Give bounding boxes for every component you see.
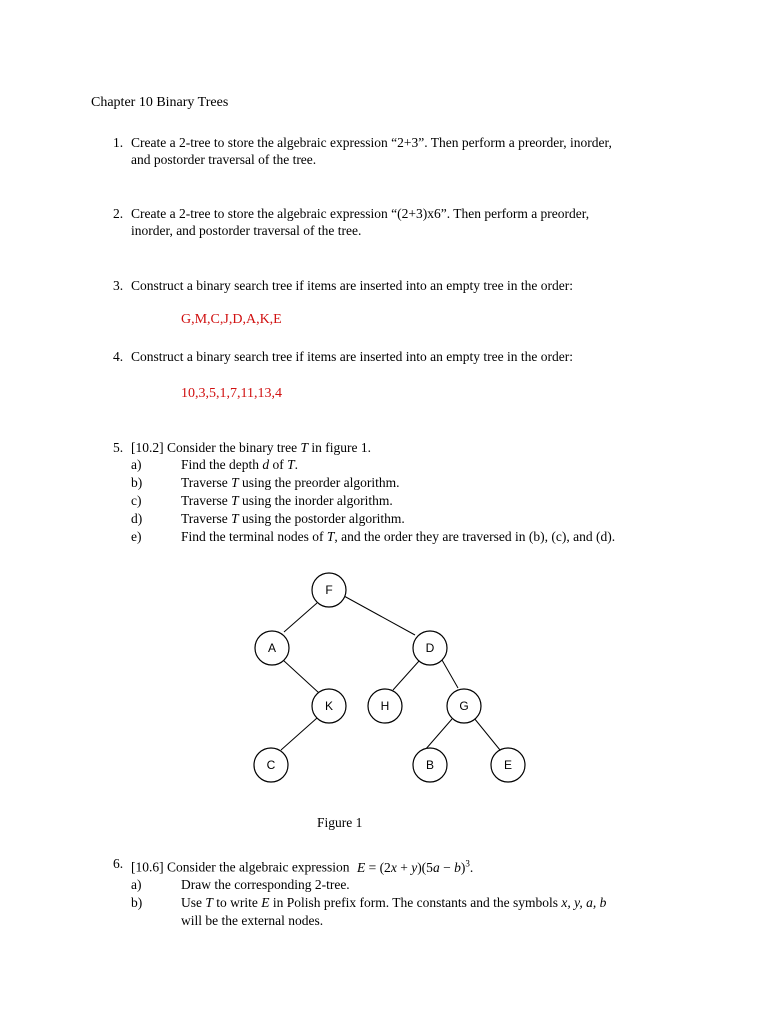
node-label-k: K bbox=[324, 699, 334, 713]
subquestion-a: a) Find the depth d of T. bbox=[131, 457, 299, 472]
question-text: [10.6] Consider the algebraic expression $E = (2x + y)(5a - b)^3$. bbox=[131, 858, 474, 875]
tree-labels bbox=[267, 583, 512, 772]
subquestion-d: d) Traverse T using the postorder algorithm. bbox=[131, 511, 405, 526]
question-text: [10.2] Consider the binary tree T in figure 1. bbox=[131, 440, 371, 455]
subquestion-b: b) Traverse T using the preorder algorithm. bbox=[131, 475, 400, 490]
edge-g-b bbox=[425, 719, 452, 750]
question-text: Construct a binary search tree if items are inserted into an empty tree in the order: bbox=[131, 278, 573, 293]
edge-d-g bbox=[442, 660, 458, 688]
subquestion-b: b) Use T to write E in Polish prefix form. The constants and the symbols x, y, a, b will be the external nodes. bbox=[131, 894, 607, 928]
tree-nodes bbox=[254, 573, 525, 782]
question-6 bbox=[113, 855, 688, 930]
node-label-g: G bbox=[459, 699, 469, 713]
question-number: 5. bbox=[113, 440, 124, 455]
edge-f-a bbox=[284, 603, 317, 632]
question-text: Create a 2-tree to store the algebraic expression “2+3”. Then perform a preorder, inorder, bbox=[131, 135, 612, 150]
question-number: 2. bbox=[113, 206, 124, 221]
node-label-c: C bbox=[266, 758, 276, 772]
node-label-f: F bbox=[325, 583, 333, 597]
edge-a-k bbox=[283, 660, 319, 693]
question-text: and postorder traversal of the tree. bbox=[131, 152, 317, 167]
question-text: Construct a binary search tree if items are inserted into an empty tree in the order: bbox=[131, 349, 573, 364]
insertion-sequence: G,M,C,J,D,A,K,E bbox=[181, 312, 282, 327]
edge-f-d bbox=[344, 596, 415, 635]
node-label-a: A bbox=[267, 641, 277, 655]
node-label-b: B bbox=[425, 758, 435, 772]
question-number: 1. bbox=[113, 135, 124, 150]
question-text: inorder, and postorder traversal of the tree. bbox=[131, 223, 362, 238]
figure-caption: Figure 1 bbox=[317, 815, 363, 830]
subquestion-c: c) Traverse T using the inorder algorithm. bbox=[131, 493, 393, 508]
subquestion-e: e) Find the terminal nodes of T, and the order they are traversed in (b), (c), and (d). bbox=[131, 529, 616, 544]
edge-k-c bbox=[281, 718, 317, 750]
math-expression: $E = (2x + y)(5a - b)^3$. bbox=[356, 858, 474, 875]
insertion-sequence: 10,3,5,1,7,11,13,4 bbox=[181, 386, 282, 401]
tree-edges bbox=[281, 596, 500, 750]
question-number: 4. bbox=[113, 349, 124, 364]
edge-d-h bbox=[393, 661, 419, 690]
question-text: Create a 2-tree to store the algebraic expression “(2+3)x6”. Then perform a preorder, bbox=[131, 206, 590, 221]
question-number: 3. bbox=[113, 278, 124, 293]
node-label-e: E bbox=[503, 758, 513, 772]
edge-g-e bbox=[474, 718, 500, 750]
page-title: Chapter 10 Binary Trees bbox=[91, 95, 229, 110]
node-label-h: H bbox=[380, 699, 390, 713]
subquestion-a: a) Draw the corresponding 2-tree. bbox=[131, 876, 350, 892]
question-number: 6. bbox=[113, 856, 124, 871]
node-label-d: D bbox=[425, 641, 435, 655]
